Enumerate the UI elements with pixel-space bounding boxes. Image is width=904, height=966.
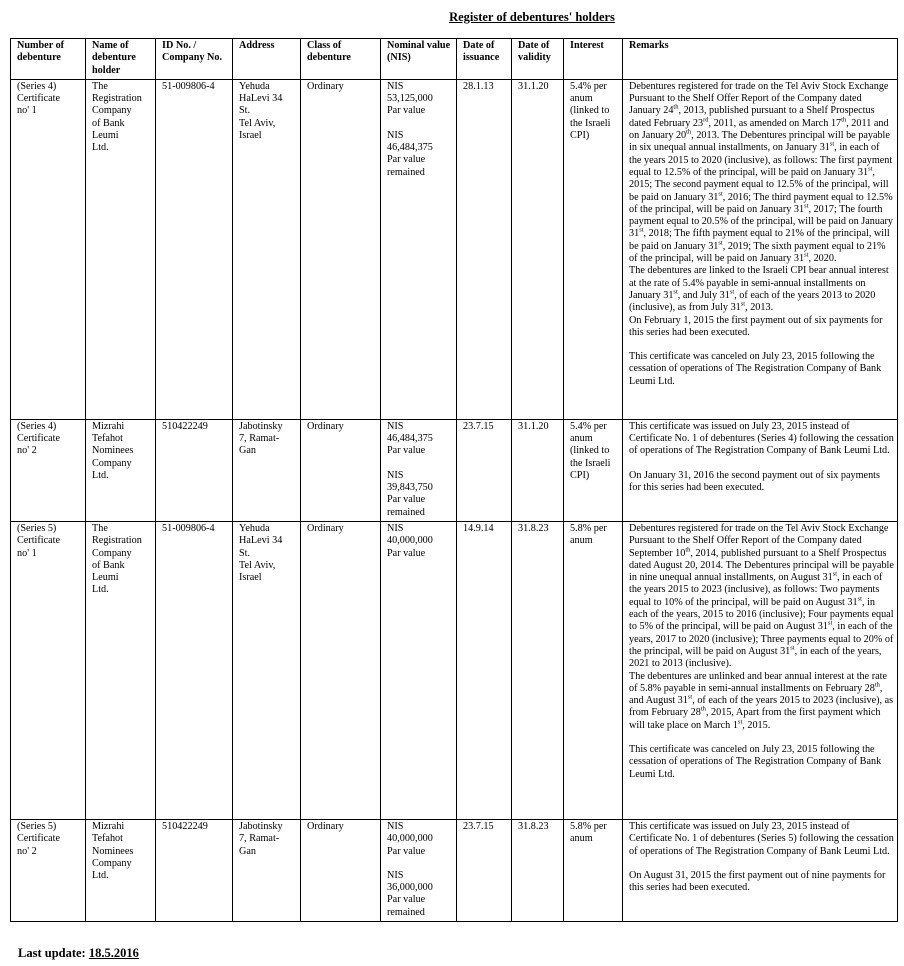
remarks-note: This certificate was canceled on July 23, 2015 following the cessation of operations of The Registration Company of Bank Leumi Ltd. xyxy=(629,351,882,387)
cell-remarks xyxy=(623,819,898,921)
cell-number: (Series 4) Certificate no' 1 xyxy=(11,79,86,419)
last-update-label: Last update: xyxy=(18,946,86,960)
nominal-value: NIS 46,484,375 Par value xyxy=(387,420,433,457)
last-update xyxy=(18,946,139,961)
cell-address: Yehuda HaLevi 34 St. Tel Aviv, Israel xyxy=(233,79,301,419)
nominal-value: NIS 40,000,000 Par value xyxy=(387,522,433,559)
col-header-id: ID No. / Company No. xyxy=(156,39,233,80)
cell-holder: Mizrahi Tefahot Nominees Company Ltd. xyxy=(86,819,156,921)
document-title: Register of debentures' holders xyxy=(449,10,615,24)
cell-class: Ordinary xyxy=(301,79,381,419)
cell-number: (Series 5) Certificate no' 1 xyxy=(11,521,86,819)
cell-holder: Mizrahi Tefahot Nominees Company Ltd. xyxy=(86,419,156,521)
cell-class: Ordinary xyxy=(301,819,381,921)
remarks-paragraph: On February 1, 2015 the first payment out of six payments for this series had been executed. xyxy=(629,314,883,338)
col-header-holder: Name of debenture holder xyxy=(86,39,156,80)
col-header-issuance: Date of issuance xyxy=(457,39,512,80)
cell-address: Jabotinsky 7, Ramat- Gan xyxy=(233,819,301,921)
cell-nominal xyxy=(381,419,457,521)
col-header-number: Number of debenture xyxy=(11,39,86,80)
cell-interest: 5.8% per anum xyxy=(564,819,623,921)
cell-issuance: 28.1.13 xyxy=(457,79,512,419)
cell-address: Jabotinsky 7, Ramat- Gan xyxy=(233,419,301,521)
cell-remarks xyxy=(623,419,898,521)
remarks-paragraph: This certificate was issued on July 23, 2015 instead of Certificate No. 1 of debentures (Series 4) following the cessation of operations of The Registration Company of Bank Leumi Ltd. xyxy=(629,420,894,457)
cell-nominal xyxy=(381,521,457,819)
cell-nominal xyxy=(381,79,457,419)
cell-address: Yehuda HaLevi 34 St. Tel Aviv, Israel xyxy=(233,521,301,819)
nominal-remained: NIS 39,843,750 Par value remained xyxy=(387,469,433,518)
nominal-value: NIS 40,000,000 Par value xyxy=(387,820,433,857)
table-row xyxy=(11,419,898,521)
cell-id: 510422249 xyxy=(156,419,233,521)
col-header-nominal: Nominal value (NIS) xyxy=(381,39,457,80)
cell-issuance: 23.7.15 xyxy=(457,819,512,921)
cell-interest: 5.4% per anum (linked to the Israeli CPI) xyxy=(564,419,623,521)
remarks-note: On August 31, 2015 the first payment out of nine payments for this series had been executed. xyxy=(629,869,886,894)
cell-interest: 5.8% per anum xyxy=(564,521,623,819)
col-header-validity: Date of validity xyxy=(512,39,564,80)
remarks-paragraph: Debentures registered for trade on the Tel Aviv Stock Exchange Pursuant to the Shelf Offer Report of the Company dated January 24th, 2013, published pursuant to a Shelf Prospectus dated February 23rd, 2011, as amended on March 17th, 2011 and on January 20th, 2013. The Debentures principal will be payable in six unequal annual installments, on January 31st, in each of the years 2015 to 2020 (inclusive), as follows: The first payment equal to 12.5% of the principal, will be paid on January 31st, 2015; The second payment equal to 12.5% of the principal, will be paid on January 31st, 2016; The third payment equal to 12.5% of the principal, will be paid on January 31st, 2017; The fourth payment equal to 20.5% of the principal, will be paid on January 31st, 2018; The fifth payment equal to 21% of the principal, will be paid on January 31st, 2019; The sixth payment equal to 21% of the principal, will be paid on January 31st, 2020. xyxy=(629,80,893,265)
header-row xyxy=(11,39,898,80)
cell-class: Ordinary xyxy=(301,521,381,819)
remarks-note: On January 31, 2016 the second payment out of six payments for this series had been executed. xyxy=(629,469,880,494)
col-header-address: Address xyxy=(233,39,301,80)
cell-issuance: 23.7.15 xyxy=(457,419,512,521)
col-header-interest: Interest xyxy=(564,39,623,80)
nominal-remained: NIS 36,000,000 Par value remained xyxy=(387,869,433,918)
cell-validity: 31.8.23 xyxy=(512,521,564,819)
cell-id: 51-009806-4 xyxy=(156,521,233,819)
cell-issuance: 14.9.14 xyxy=(457,521,512,819)
cell-interest: 5.4% per anum (linked to the Israeli CPI) xyxy=(564,79,623,419)
cell-class: Ordinary xyxy=(301,419,381,521)
table-row xyxy=(11,79,898,419)
cell-remarks xyxy=(623,79,898,419)
cell-id: 51-009806-4 xyxy=(156,79,233,419)
cell-id: 510422249 xyxy=(156,819,233,921)
cell-number: (Series 5) Certificate no' 2 xyxy=(11,819,86,921)
remarks-paragraph: This certificate was issued on July 23, 2015 instead of Certificate No. 1 of debentures (Series 5) following the cessation of operations of The Registration Company of Bank Leumi Ltd. xyxy=(629,820,894,857)
table-row xyxy=(11,819,898,921)
col-header-remarks: Remarks xyxy=(623,39,898,80)
remarks-note: This certificate was canceled on July 23, 2015 following the cessation of operations of The Registration Company of Bank Leumi Ltd. xyxy=(629,744,882,780)
col-header-class: Class of debenture xyxy=(301,39,381,80)
cell-holder: The Registration Company of Bank Leumi Ltd. xyxy=(86,79,156,419)
last-update-date: 18.5.2016 xyxy=(88,946,139,960)
remarks-paragraph: Debentures registered for trade on the Tel Aviv Stock Exchange Pursuant to the Shelf Offer Report of the Company dated September 10th, 2014, published pursuant to a Shelf Prospectus dated August 20, 2014. The Debentures principal will be payable in nine unequal annual installments, on August 31st, in each of the years 2015 to 2023 (inclusive), as follows: Two payments equal to 10% of the principal, will be paid on August 31st, in each of the years, 2015 to 2016 (inclusive); Four payments equal to 5% of the principal, will be paid on August 31st, in each of the years, 2017 to 2020 (inclusive); Three payments equal to 20% of the principal, will be paid on August 31st, in each of the years, 2021 to 2013 (inclusive). xyxy=(629,522,894,670)
cell-number: (Series 4) Certificate no' 2 xyxy=(11,419,86,521)
nominal-value: NIS 53,125,000 Par value xyxy=(387,80,433,117)
cell-validity: 31.8.23 xyxy=(512,819,564,921)
cell-validity: 31.1.20 xyxy=(512,419,564,521)
remarks-paragraph: The debentures are linked to the Israeli CPI bear annual interest at the rate of 5.4% payable in semi-annual installments on January 31st, and July 31st, of each of the years 2013 to 2020 (inclusive), as from July 31st, 2013. xyxy=(629,265,889,314)
remarks-paragraph: The debentures are unlinked and bear annual interest at the rate of 5.8% payable in semi-annual installments on February 28th, and August 31st, of each of the years 2015 to 2023 (inclusive), as from February 28th, 2015, Apart from the first payment which will take place on March 1st, 2015. xyxy=(629,670,894,731)
cell-holder: The Registration Company of Bank Leumi Ltd. xyxy=(86,521,156,819)
cell-nominal xyxy=(381,819,457,921)
cell-remarks xyxy=(623,521,898,819)
nominal-remained: NIS 46,484,375 Par value remained xyxy=(387,129,433,178)
debentures-register-table xyxy=(10,38,898,922)
cell-validity: 31.1.20 xyxy=(512,79,564,419)
table-row xyxy=(11,521,898,819)
